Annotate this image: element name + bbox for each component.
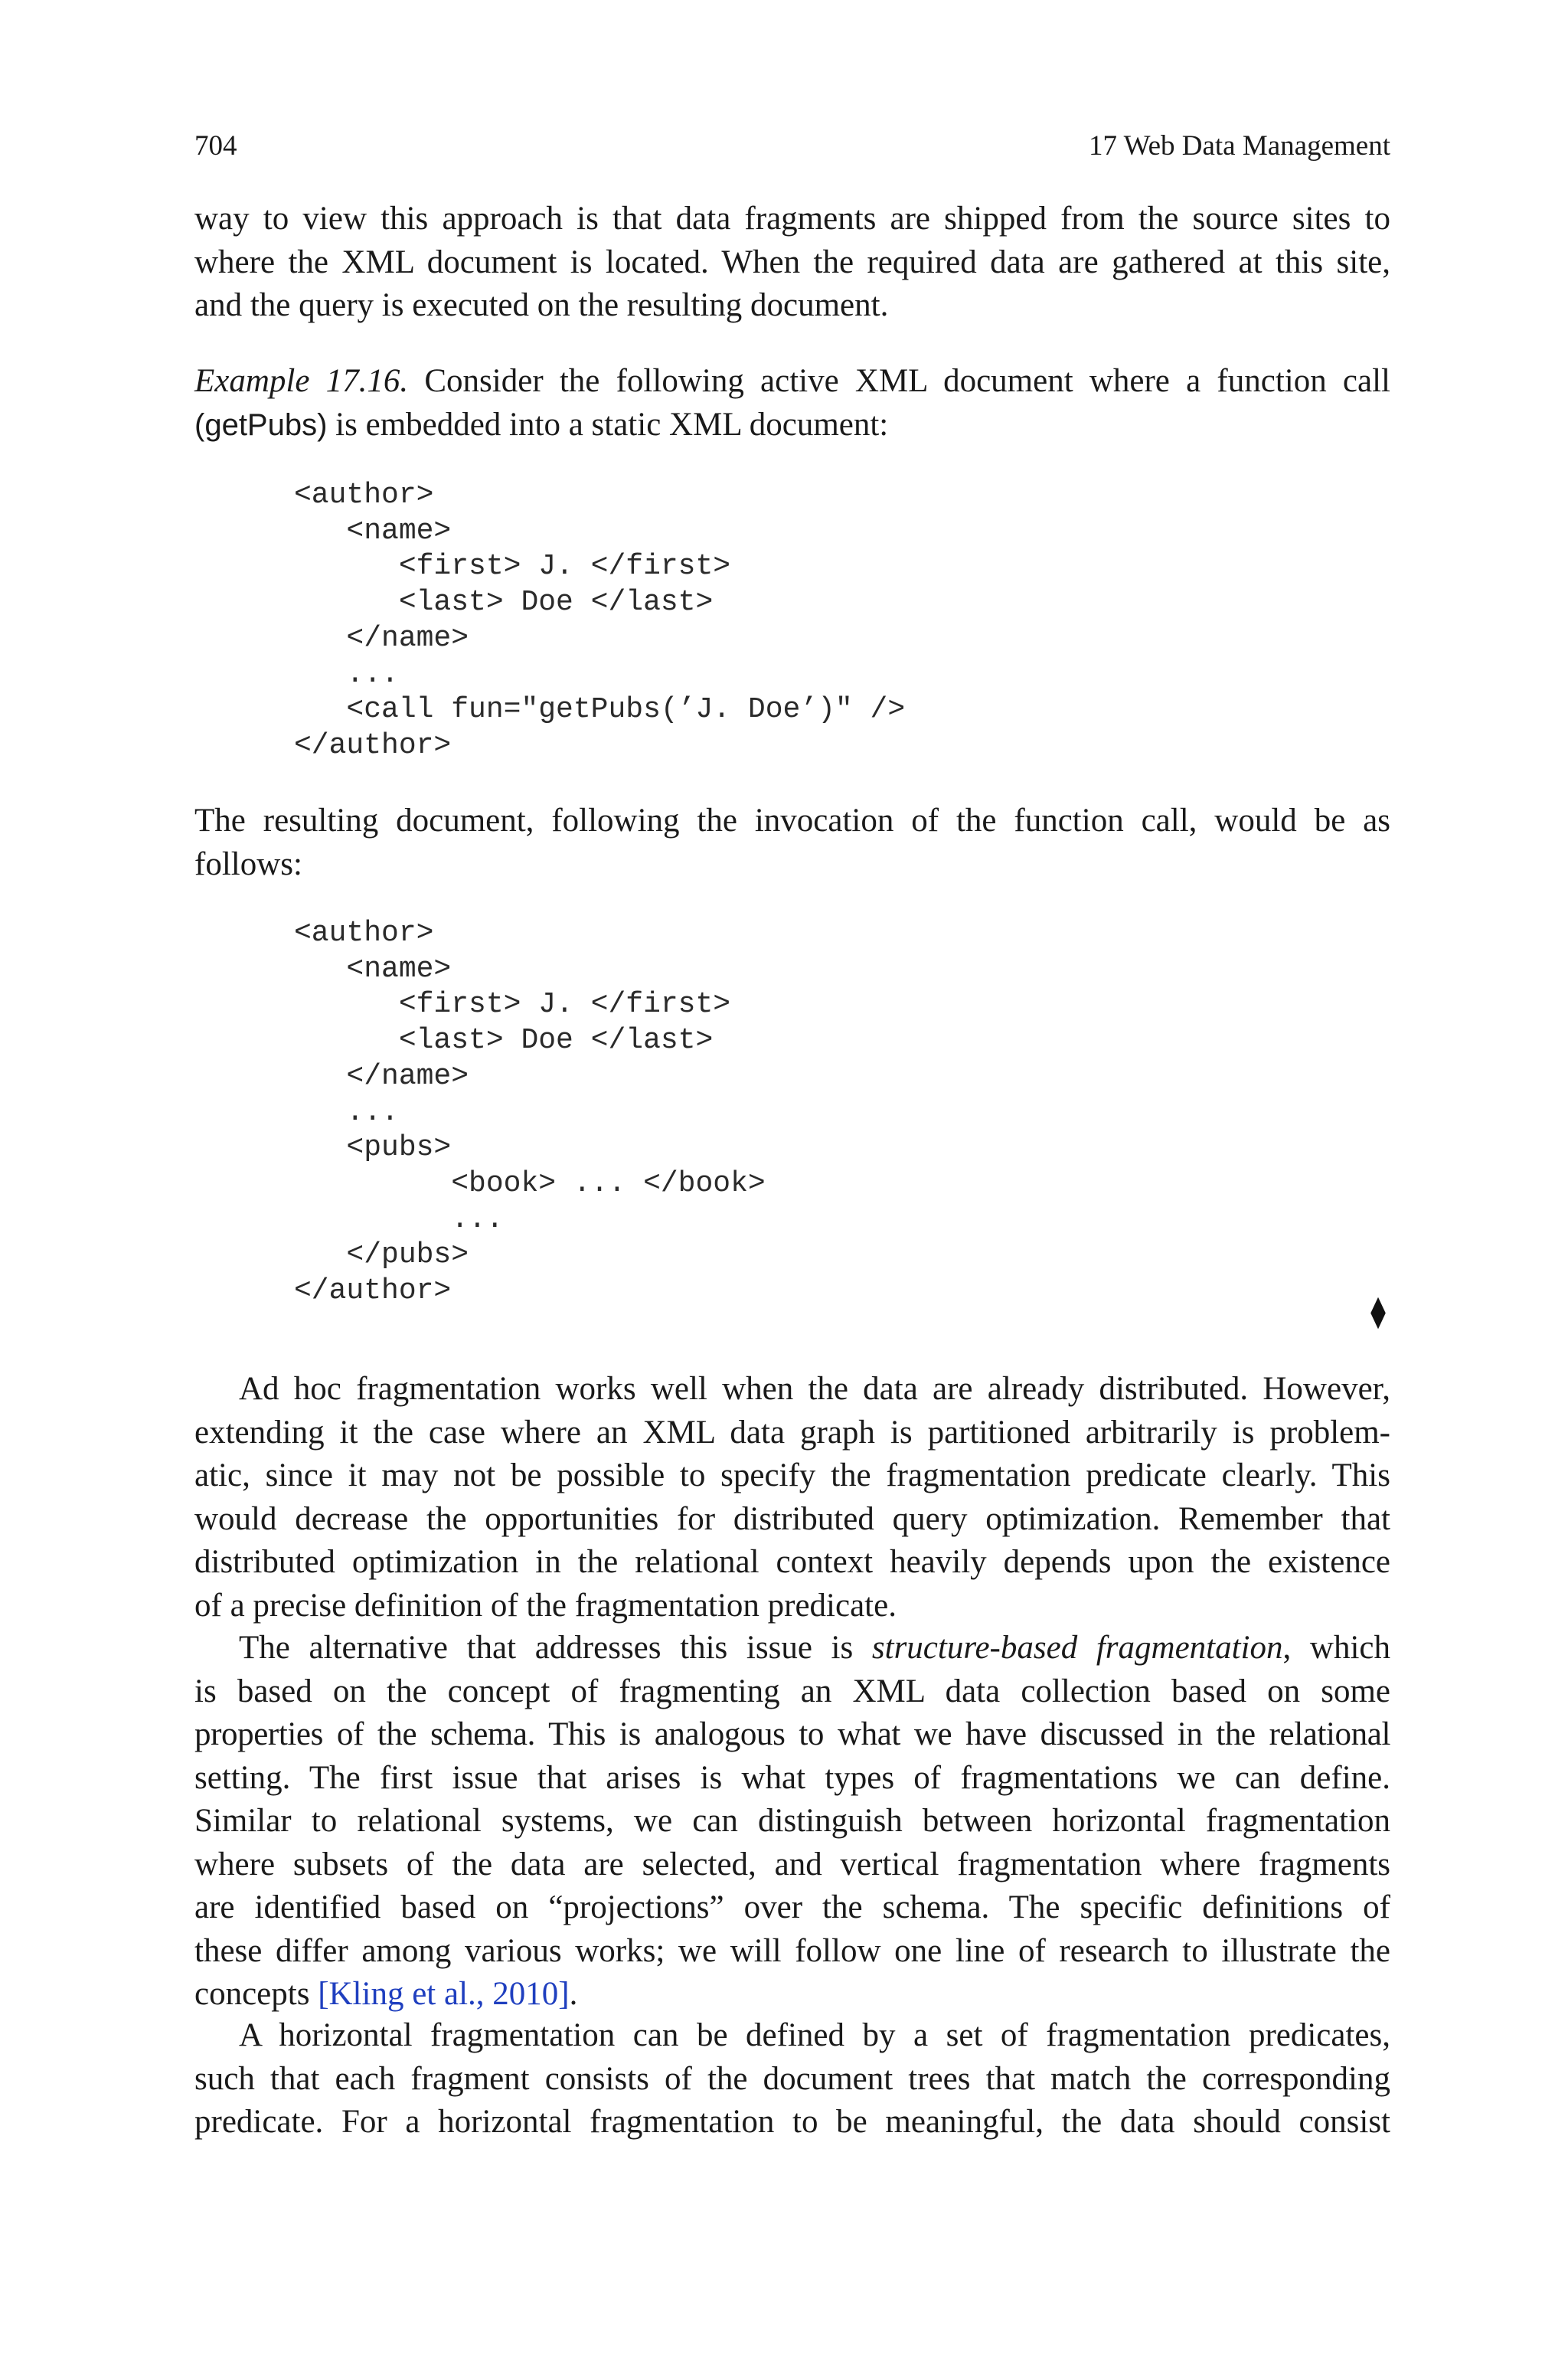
text-run: . [569,1976,578,2012]
text-line [194,1973,1390,2017]
code-listing-resulting-xml: <author> <name> <first> J. </first> <last> Doe </last> </name> ... <pubs> <book> ... </book> ... </pubs> </author> [294,917,766,1308]
text-line: properties of the schema. This is analogous to what we have discussed in the relational [194,1716,1390,1752]
citation-link[interactable]: [Kling et al., 2010] [318,1976,570,2012]
paragraph-resulting-document [194,800,1390,886]
text-line: setting. The first issue that arises is what types of fragmentations we can define. [194,1759,1390,1796]
text-line: predicate. For a horizontal fragmentation to be meaningful, the data should consist [194,2104,1390,2140]
text-line: extending it the case where an XML data graph is partitioned arbitrarily is problem- [194,1414,1390,1451]
text-line [194,404,1390,447]
text-line: and the query is executed on the resulting document. [194,287,889,323]
paragraph-continuation [194,198,1390,328]
text-line: such that each fragment consists of the document trees that match the corresponding [194,2060,1390,2097]
example-statement [194,360,1390,446]
example-text: Consider the following active XML document where a function call [408,363,1390,399]
function-name: (getPubs) [194,407,328,442]
end-of-example-icon: ⧫ [1370,1294,1386,1330]
text-line [194,360,1390,404]
text-line: Ad hoc fragmentation works well when the data are already distributed. However, [239,1371,1390,1407]
code-listing-active-xml: <author> <name> <first> J. </first> <last> Doe </last> </name> ... <call fun="getPubs(’J. Doe’)" /> </author> [294,479,906,762]
text-line: atic, since it may not be possible to specify the fragmentation predicate clearly. This [194,1457,1390,1493]
page-header [194,127,1390,165]
example-label: Example 17.16. [194,363,409,399]
text-line: A horizontal fragmentation can be defined by a set of fragmentation predicates, [239,2017,1390,2053]
text-line: distributed optimization in the relational context heavily depends upon the existence [194,1544,1390,1580]
term-structure-based-fragmentation: structure-based fragmentation [871,1630,1283,1666]
text-line: these differ among various works; we will follow one line of research to illustrate the [194,1932,1390,1969]
page-number: 704 [194,130,237,162]
text-line: Similar to relational systems, we can distinguish between horizontal fragmentation [194,1803,1390,1839]
text-line: follows: [194,846,302,882]
text-run: The alternative that addresses this issue is [239,1630,872,1666]
text-run: concepts [194,1976,318,2012]
paragraph-ad-hoc-fragmentation [194,1368,1390,1627]
text-line: way to view this approach is that data fragments are shipped from the source sites to [194,201,1390,237]
text-line: The resulting document, following the invocation of the function call, would be as [194,803,1390,839]
example-text: is embedded into a static XML document: [327,406,889,443]
text-run: , which [1282,1630,1390,1666]
text-line: is based on the concept of fragmenting an XML data collection based on some [194,1673,1390,1709]
text-line: where the XML document is located. When the required data are gathered at this site, [194,244,1390,280]
paragraph-structure-based-fragmentation [194,1627,1390,2017]
text-line: of a precise definition of the fragmentation predicate. [194,1587,897,1624]
text-line: would decrease the opportunities for distributed query optimization. Remember that [194,1500,1390,1537]
running-head: 17 Web Data Management [1089,130,1390,162]
paragraph-horizontal-fragmentation [194,2014,1390,2144]
text-line [194,1627,1390,1670]
text-line: where subsets of the data are selected, and vertical fragmentation where fragments [194,1846,1390,1882]
text-line: are identified based on “projections” over the schema. The specific definitions of [194,1889,1390,1925]
